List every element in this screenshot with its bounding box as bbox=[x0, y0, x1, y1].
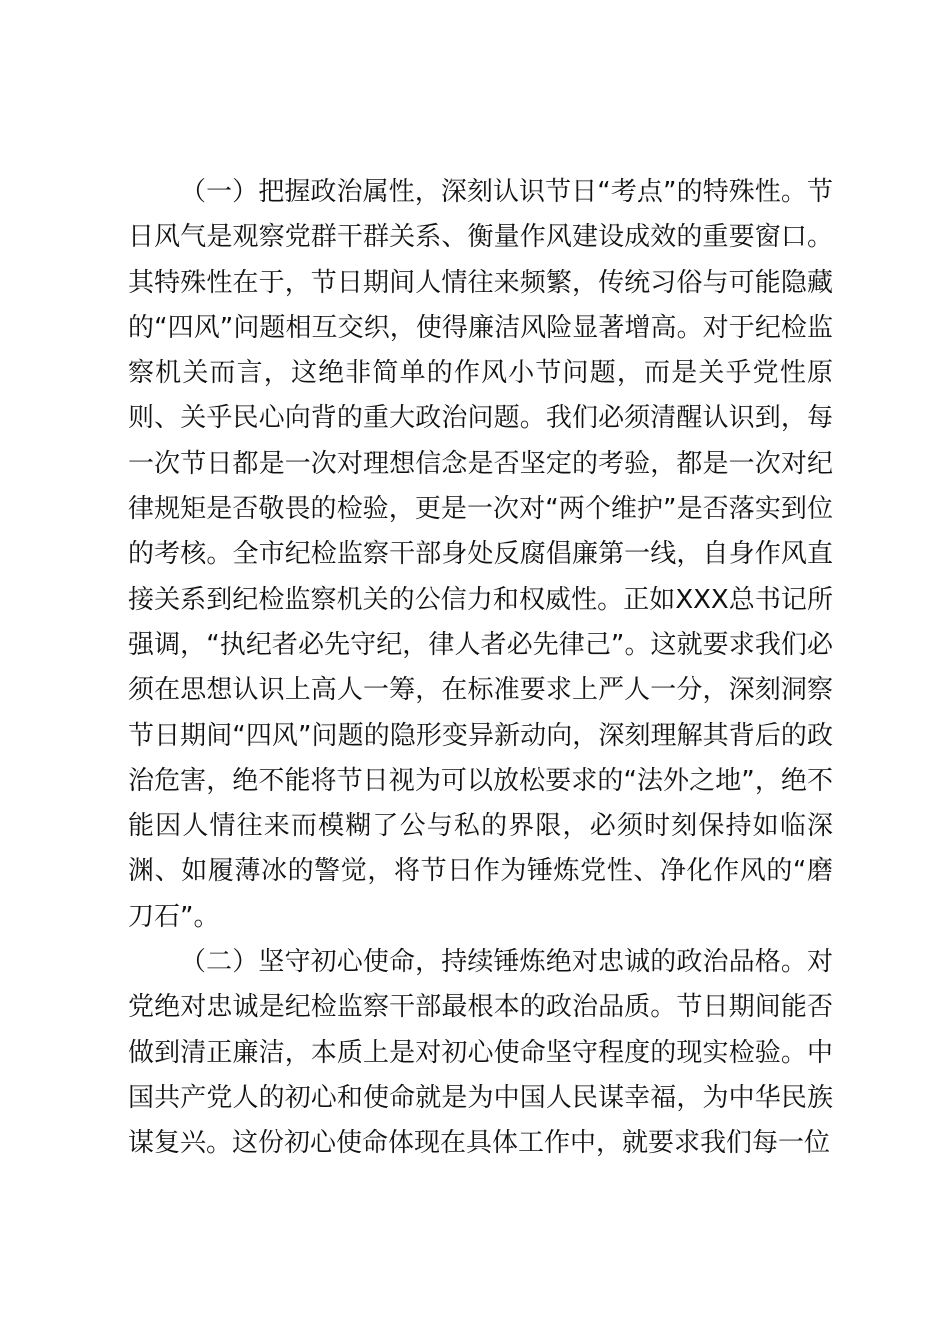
paragraph-2 bbox=[128, 940, 833, 1166]
paragraph-1 bbox=[128, 170, 833, 940]
paragraph-1-heading: （一）把握政治属性，深刻认识节日“考点”的特殊性。 bbox=[180, 177, 807, 207]
document-body bbox=[128, 170, 833, 1167]
paragraph-2-heading: （二）坚守初心使命，持续锤炼绝对忠诚的政治品格。 bbox=[180, 947, 807, 978]
paragraph-1-body: 节日风气是观察党群干群关系、衡量作风建设成效的重要窗口。其特殊性在于，节日期间人情往来频繁，传统习俗与可能隐藏的“四风”问题相互交织，使得廉洁风险显著增高。对于纪检监察机关而言，这绝非简单的作风小节问题，而是关乎党性原则、关乎民心向背的重大政治问题。我们必须清醒认识到，每一次节日都是一次对理想信念是否坚定的考验，都是一次对纪律规矩是否敬畏的检验，更是一次对“两个维护”是否落实到位的考核。全市纪检监察干部身处反腐倡廉第一线，自身作风直接关系到纪检监察机关的公信力和权威性。正如XXX总书记所强调，“执纪者必先守纪，律人者必先律己”。这就要求我们必须在思想认识上高人一筹，在标准要求上严人一分，深刻洞察节日期间“四风”问题的隐形变异新动向，深刻理解其背后的政治危害，绝不能将节日视为可以放松要求的“法外之地”，绝不能因人情往来而模糊了公与私的界限，必须时刻保持如临深渊、如履薄冰的警觉，将节日作为锤炼党性、净化作风的“磨刀石”。 bbox=[128, 177, 833, 932]
paragraph-2-body: 对党绝对忠诚是纪检监察干部最根本的政治品质。节日期间能否做到清正廉洁，本质上是对初心使命坚守程度的现实检验。中国共产党人的初心和使命就是为中国人民谋幸福，为中华民族谋复兴。这份初心使命体现在具体工作中，就要求我们每一位 bbox=[128, 947, 833, 1159]
